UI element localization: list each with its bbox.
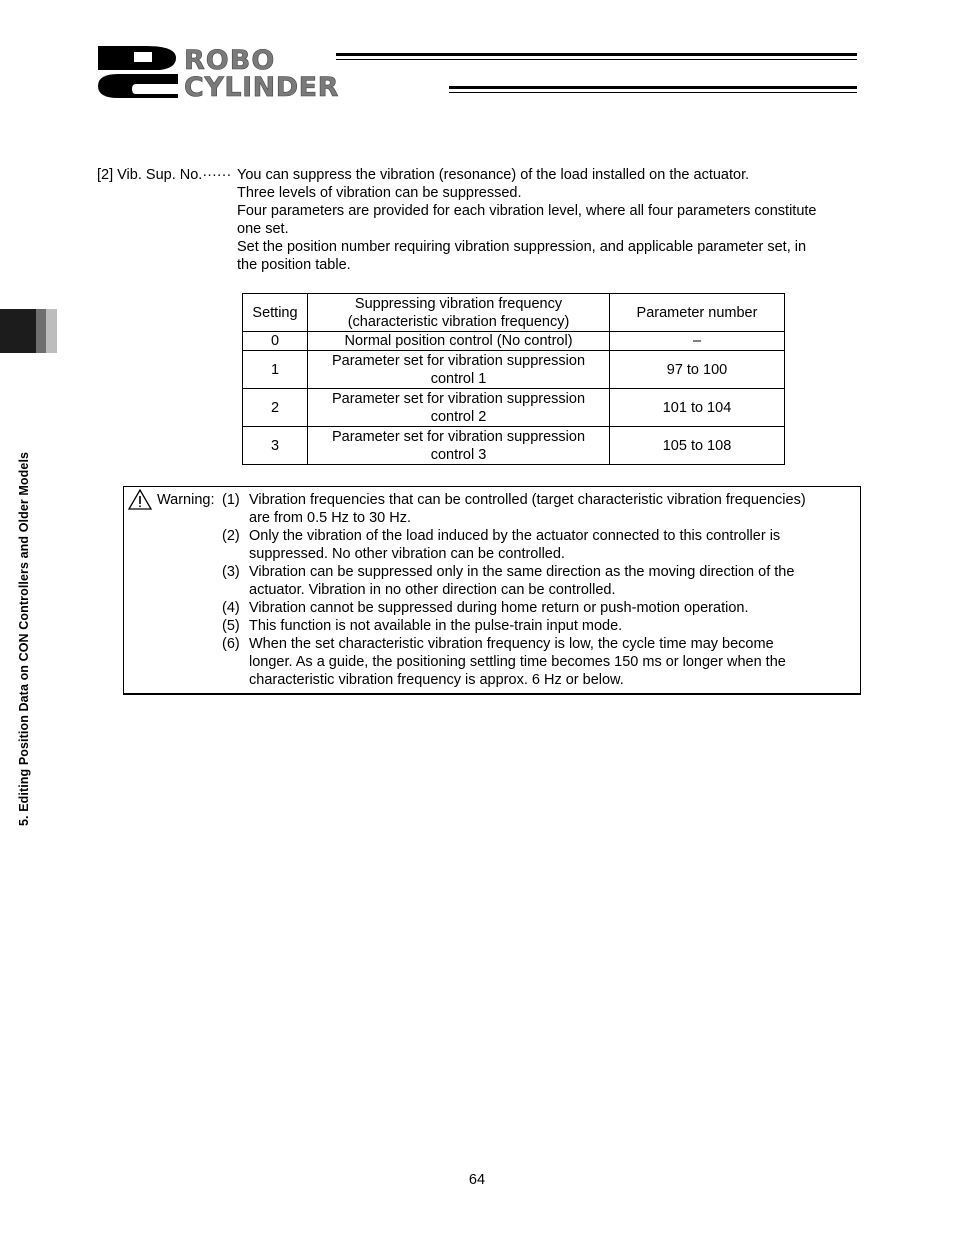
table-row bbox=[243, 351, 785, 389]
header-rule bbox=[449, 86, 857, 89]
chapter-tab bbox=[0, 309, 36, 353]
description-line: Set the position number requiring vibration suppression, and applicable parameter set, in bbox=[237, 239, 807, 255]
warning-item-text: longer. As a guide, the positioning settling time becomes 150 ms or longer when the bbox=[249, 654, 786, 670]
table-row bbox=[243, 389, 785, 427]
cell-line: control 1 bbox=[430, 370, 487, 387]
description-line: Three levels of vibration can be suppressed. bbox=[237, 185, 522, 201]
cell-line: control 2 bbox=[430, 408, 487, 425]
description-line: the position table. bbox=[237, 257, 351, 273]
header-frequency-line: (characteristic vibration frequency) bbox=[347, 313, 570, 330]
header-rule bbox=[449, 92, 857, 93]
cell-description bbox=[308, 351, 610, 389]
parameter-label: [2] Vib. Sup. No.······ bbox=[97, 167, 232, 183]
cell-parameter: 105 to 108 bbox=[610, 427, 785, 465]
svg-text:ROBO: ROBO bbox=[184, 45, 276, 76]
warning-item-text: are from 0.5 Hz to 30 Hz. bbox=[249, 510, 411, 526]
vibration-setting-table bbox=[242, 293, 785, 465]
header-rule bbox=[336, 59, 857, 60]
table-row bbox=[243, 332, 785, 351]
warning-triangle-icon bbox=[128, 489, 152, 510]
description-line: You can suppress the vibration (resonance) of the load installed on the actuator. bbox=[237, 167, 750, 183]
cell-line: Parameter set for vibration suppression bbox=[331, 352, 586, 369]
cell-parameter: 101 to 104 bbox=[610, 389, 785, 427]
chapter-tab bbox=[36, 309, 46, 353]
header-frequency-line: Suppressing vibration frequency bbox=[354, 295, 563, 312]
parameter-description bbox=[237, 166, 862, 274]
warning-label: Warning: bbox=[157, 492, 215, 508]
warning-item-text: characteristic vibration frequency is approx. 6 Hz or below. bbox=[249, 672, 624, 688]
cell-line: control 3 bbox=[430, 446, 487, 463]
cell-setting: 1 bbox=[243, 351, 308, 389]
header-parameter: Parameter number bbox=[610, 294, 785, 332]
cell-description: Normal position control (No control) bbox=[308, 332, 610, 351]
chapter-label: 5. Editing Position Data on CON Controllers and Older Models bbox=[17, 451, 31, 826]
header-rule bbox=[336, 53, 857, 56]
cell-setting: 3 bbox=[243, 427, 308, 465]
cell-description bbox=[308, 389, 610, 427]
warning-item-number: (6) bbox=[222, 636, 240, 652]
header-setting: Setting bbox=[243, 294, 308, 332]
warning-item-text: actuator. Vibration in no other direction can be controlled. bbox=[249, 582, 616, 598]
svg-text:CYLINDER: CYLINDER bbox=[184, 72, 339, 100]
warning-item-number: (2) bbox=[222, 528, 240, 544]
cell-setting: 2 bbox=[243, 389, 308, 427]
warning-item-number: (5) bbox=[222, 618, 240, 634]
cell-setting: 0 bbox=[243, 332, 308, 351]
description-line: Four parameters are provided for each vibration level, where all four parameters constitute bbox=[237, 203, 817, 219]
warning-item-text: Only the vibration of the load induced by the actuator connected to this controller is bbox=[249, 528, 781, 544]
warning-item-number: (4) bbox=[222, 600, 240, 616]
cell-line: Parameter set for vibration suppression bbox=[331, 428, 586, 445]
warning-item-text: When the set characteristic vibration frequency is low, the cycle time may become bbox=[249, 636, 774, 652]
cell-parameter: 97 to 100 bbox=[610, 351, 785, 389]
description-line: one set. bbox=[237, 221, 289, 237]
cell-line: Parameter set for vibration suppression bbox=[331, 390, 586, 407]
chapter-tab bbox=[46, 309, 57, 353]
warning-item-number: (3) bbox=[222, 564, 240, 580]
warning-item-number: (1) bbox=[222, 492, 240, 508]
cell-parameter: – bbox=[610, 332, 785, 351]
cell-description bbox=[308, 427, 610, 465]
page-number: 64 bbox=[468, 1172, 486, 1188]
warning-item-text: This function is not available in the pulse-train input mode. bbox=[249, 618, 623, 634]
header-frequency bbox=[308, 294, 610, 332]
warning-item-text: Vibration can be suppressed only in the same direction as the moving direction of the bbox=[249, 564, 795, 580]
warning-box-rule bbox=[123, 694, 861, 695]
warning-item-text: Vibration frequencies that can be controlled (target characteristic vibration frequencies) bbox=[249, 492, 806, 508]
table-header-row bbox=[243, 294, 785, 332]
table-row bbox=[243, 427, 785, 465]
warning-item-text: Vibration cannot be suppressed during home return or push-motion operation. bbox=[249, 600, 749, 616]
warning-item-text: suppressed. No other vibration can be controlled. bbox=[249, 546, 565, 562]
